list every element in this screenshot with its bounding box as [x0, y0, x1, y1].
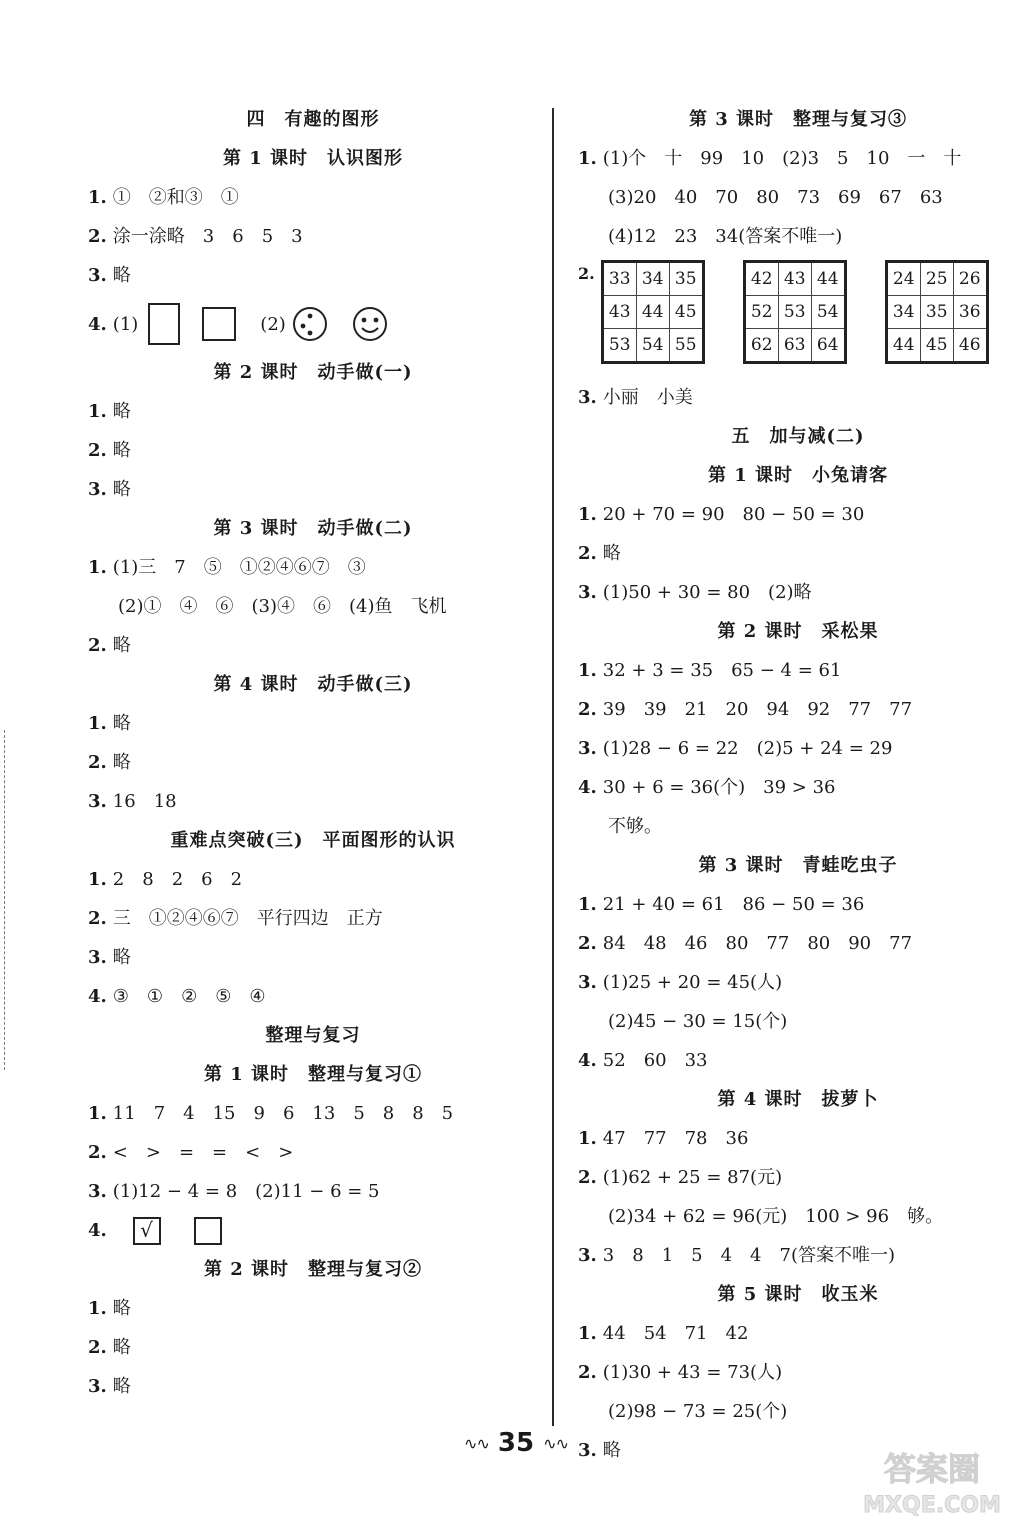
page-number: 35 — [497, 1428, 535, 1458]
section-title: 五 加与减(二) — [731, 426, 865, 447]
wave-ornament-icon: ∿∿ — [464, 1434, 489, 1453]
answer-line: 1. 47 77 78 36 — [578, 1128, 749, 1149]
answer-line: (2)34 + 62 = 96(元) 100 > 96 够。 — [608, 1206, 944, 1227]
answer-line-shapes: 4. (1) (2) — [88, 295, 538, 353]
answer-line: 3. (1)12 − 4 = 8 (2)11 − 6 = 5 — [88, 1181, 380, 1202]
empty-box-icon — [194, 1217, 222, 1245]
answer-line: 3. 略 — [88, 479, 131, 500]
right-column — [578, 100, 1018, 1470]
answer-line: 1. 略 — [88, 1298, 131, 1319]
number-grids: 2. 33 34 35 43 44 45 53 54 55 42 43 44 52 53 54 62 63 64 24 25 26 34 35 36 44 45 46 — [578, 260, 1018, 378]
lesson-title: 第 2 课时 整理与复习② — [203, 1259, 423, 1280]
answer-line: 2. 84 48 46 80 77 80 90 77 — [578, 933, 913, 954]
dots-circle-icon — [292, 306, 328, 342]
svg-text:MXQE.COM: MXQE.COM — [863, 1493, 1001, 1518]
number-grid: 42 43 44 52 53 54 62 63 64 — [743, 260, 847, 364]
number-grid: 33 34 35 43 44 45 53 54 55 — [601, 260, 705, 364]
lesson-title: 第 1 课时 小兔请客 — [707, 465, 889, 486]
answer-line: 2. (1)62 + 25 = 87(元) — [578, 1167, 783, 1188]
answer-line: 3. 略 — [88, 1376, 131, 1397]
answer-line: 1. 32 + 3 = 35 65 − 4 = 61 — [578, 660, 842, 681]
answer-line: 4. ③ ① ② ⑤ ④ — [88, 986, 266, 1007]
answer-line: 1. 略 — [88, 401, 131, 422]
answer-line: 1. 略 — [88, 713, 131, 734]
answer-line: (3)20 40 70 80 73 69 67 63 — [608, 187, 943, 208]
lesson-title: 第 1 课时 认识图形 — [222, 148, 404, 169]
lesson-title: 第 2 课时 采松果 — [717, 621, 879, 642]
lesson-title: 第 4 课时 动手做(三) — [213, 674, 413, 695]
answer-line: 2. 略 — [88, 752, 131, 773]
square-shape-icon — [202, 307, 236, 341]
answer-line: 2. 涂一涂略 3 6 5 3 — [88, 226, 303, 247]
lesson-title: 第 3 课时 动手做(二) — [213, 518, 413, 539]
answer-line: 1. 44 54 71 42 — [578, 1323, 749, 1344]
answer-line: 3. 3 8 1 5 4 4 7(答案不唯一) — [578, 1245, 896, 1266]
answer-line: 3. 略 — [88, 947, 131, 968]
answer-line: 3. (1)28 − 6 = 22 (2)5 + 24 = 29 — [578, 738, 893, 759]
answer-line: 1. (1)个 十 99 10 (2)3 5 10 一 十 — [578, 148, 962, 169]
answer-line: 不够。 — [608, 816, 662, 837]
review-title: 整理与复习 — [265, 1025, 361, 1046]
answer-line: 1. 21 + 40 = 61 86 − 50 = 36 — [578, 894, 865, 915]
breakthrough-title: 重难点突破(三) 平面图形的认识 — [170, 830, 456, 851]
answer-line: 4. 30 + 6 = 36(个) 39 > 36 — [578, 777, 836, 798]
answer-line: 4. 52 60 33 — [578, 1050, 708, 1071]
answer-line: 3. 16 18 — [88, 791, 177, 812]
answer-line: (2)98 − 73 = 25(个) — [608, 1401, 788, 1422]
lesson-title: 第 1 课时 整理与复习① — [203, 1064, 423, 1085]
answer-line: (2)① ④ ⑥ (3)④ ⑥ (4)鱼 飞机 — [118, 596, 447, 617]
watermark-logo — [852, 1442, 1012, 1522]
lesson-title: 第 2 课时 动手做(一) — [213, 362, 413, 383]
answer-line: 2. 三 ①②④⑥⑦ 平行四边 正方 — [88, 908, 383, 929]
answer-line: 2. 略 — [88, 635, 131, 656]
answer-line: 2. 略 — [88, 1337, 131, 1358]
answer-line: 1. ① ②和③ ① — [88, 187, 239, 208]
answer-line: 2. 略 — [578, 543, 621, 564]
lesson-title: 第 4 课时 拔萝卜 — [717, 1089, 879, 1110]
answer-line-checkboxes: 4. √ — [88, 1211, 538, 1250]
rectangle-shape-icon — [148, 303, 180, 345]
binding-margin-line — [4, 730, 6, 1070]
answer-line: 3. (1)50 + 30 = 80 (2)略 — [578, 582, 812, 603]
answer-line: 1. 20 + 70 = 90 80 − 50 = 30 — [578, 504, 865, 525]
answer-line: 2. 39 39 21 20 94 92 77 77 — [578, 699, 913, 720]
answer-line: 2. 略 — [88, 440, 131, 461]
lesson-title: 第 5 课时 收玉米 — [717, 1284, 879, 1305]
left-column — [88, 100, 538, 1406]
lesson-title: 第 3 课时 整理与复习③ — [688, 109, 908, 130]
answer-line: 3. (1)25 + 20 = 45(人) — [578, 972, 783, 993]
section-title: 四 有趣的图形 — [246, 109, 380, 130]
answer-line: 3. 略 — [88, 265, 131, 286]
number-grid: 24 25 26 34 35 36 44 45 46 — [885, 260, 989, 364]
column-divider — [552, 108, 554, 1426]
answer-line: (2)45 − 30 = 15(个) — [608, 1011, 788, 1032]
smiley-face-icon — [352, 306, 388, 342]
answer-line: 1. (1)三 7 ⑤ ①②④⑥⑦ ③ — [88, 557, 366, 578]
answer-line: 1. 11 7 4 15 9 6 13 5 8 8 5 — [88, 1103, 454, 1124]
answer-line: 3. 小丽 小美 — [578, 387, 693, 408]
answer-line: 2. (1)30 + 43 = 73(人) — [578, 1362, 783, 1383]
answer-line: 1. 2 8 2 6 2 — [88, 869, 243, 890]
wave-ornament-icon: ∿∿ — [543, 1434, 568, 1453]
svg-text:答案圈: 答案圈 — [883, 1450, 981, 1488]
answer-line: 3. 略 — [578, 1440, 621, 1461]
answer-line: (4)12 23 34(答案不唯一) — [608, 226, 843, 247]
answer-line: 2. < > = = < > — [88, 1142, 294, 1163]
lesson-title: 第 3 课时 青蛙吃虫子 — [698, 855, 898, 876]
checked-box-icon: √ — [133, 1217, 161, 1245]
